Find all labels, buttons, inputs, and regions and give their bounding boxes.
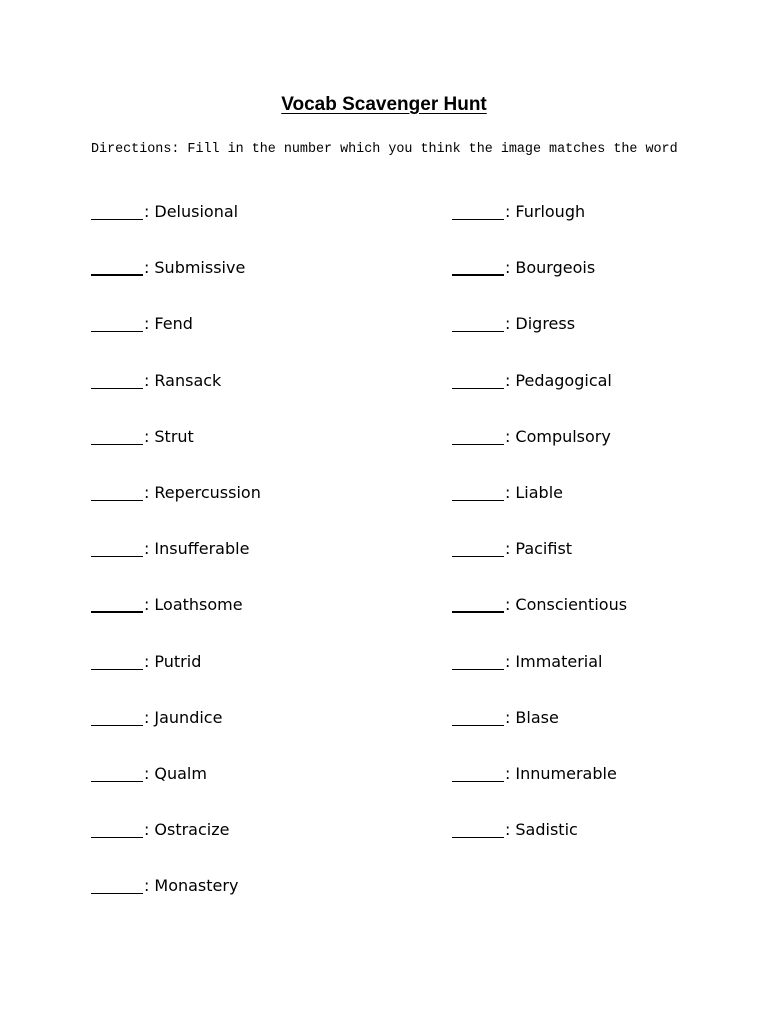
separator: :: [144, 202, 150, 221]
answer-blank[interactable]: [452, 593, 504, 613]
vocab-word: Sadistic: [515, 820, 578, 840]
separator: :: [505, 595, 511, 615]
answer-blank[interactable]: [452, 818, 504, 838]
separator: :: [505, 370, 511, 390]
separator: :: [144, 595, 150, 615]
answer-blank[interactable]: [91, 593, 143, 613]
separator: :: [144, 876, 150, 896]
vocab-item: [452, 706, 627, 762]
vocab-item: [452, 256, 627, 312]
vocab-word: Submissive: [154, 258, 246, 278]
separator: :: [505, 763, 511, 783]
separator: :: [144, 258, 150, 278]
separator: :: [144, 426, 150, 446]
vocab-word: Immaterial: [515, 651, 603, 671]
vocab-word: Monastery: [154, 876, 239, 896]
vocab-item: [452, 481, 627, 537]
answer-blank[interactable]: [91, 818, 143, 838]
answer-blank[interactable]: [91, 762, 143, 782]
left-word-list: [91, 200, 261, 930]
vocab-item: [91, 200, 261, 256]
answer-blank[interactable]: [452, 706, 504, 726]
separator: :: [144, 482, 150, 502]
vocab-item: [452, 818, 627, 874]
vocab-word: Liable: [515, 482, 563, 502]
answer-blank[interactable]: [91, 874, 143, 894]
separator: :: [505, 820, 511, 840]
vocab-word: Ostracize: [154, 820, 230, 840]
answer-blank[interactable]: [452, 200, 504, 220]
vocab-word: Blase: [515, 707, 559, 727]
separator: :: [144, 370, 150, 390]
vocab-word: Fend: [154, 314, 193, 334]
vocab-word: Putrid: [154, 651, 202, 671]
vocab-word: Delusional: [154, 202, 239, 221]
answer-blank[interactable]: [91, 706, 143, 726]
answer-blank[interactable]: [91, 312, 143, 332]
answer-blank[interactable]: [452, 537, 504, 557]
vocab-item: [91, 256, 261, 312]
separator: :: [144, 651, 150, 671]
separator: :: [505, 202, 511, 221]
vocab-word: Ransack: [154, 370, 222, 390]
answer-blank[interactable]: [452, 762, 504, 782]
vocab-word: Repercussion: [154, 482, 261, 502]
answer-blank[interactable]: [452, 650, 504, 670]
answer-blank[interactable]: [452, 312, 504, 332]
vocab-word: Innumerable: [515, 763, 617, 783]
separator: :: [144, 763, 150, 783]
vocab-item: [91, 593, 261, 649]
vocab-word: Pedagogical: [515, 370, 612, 390]
vocab-word: Pacifist: [515, 539, 573, 559]
vocab-item: [452, 762, 627, 818]
vocab-word: Furlough: [515, 202, 586, 221]
vocab-item: [91, 818, 261, 874]
separator: :: [505, 539, 511, 559]
answer-blank[interactable]: [452, 369, 504, 389]
directions-text: Directions: Fill in the number which you think the image matches the word: [91, 142, 678, 157]
answer-blank[interactable]: [452, 481, 504, 501]
answer-blank[interactable]: [91, 369, 143, 389]
vocab-item: [452, 650, 627, 706]
vocab-item: [452, 200, 627, 256]
vocab-item: [91, 369, 261, 425]
vocab-item: [91, 537, 261, 593]
page-title: Vocab Scavenger Hunt: [281, 94, 487, 115]
vocab-word: Qualm: [154, 763, 207, 783]
vocab-word: Bourgeois: [515, 258, 596, 278]
answer-blank[interactable]: [452, 425, 504, 445]
vocab-item: [452, 425, 627, 481]
answer-blank[interactable]: [91, 481, 143, 501]
vocab-word: Digress: [515, 314, 576, 334]
vocab-word: Conscientious: [515, 595, 628, 615]
answer-blank[interactable]: [91, 256, 143, 276]
vocab-item: [452, 593, 627, 649]
separator: :: [505, 258, 511, 278]
separator: :: [144, 820, 150, 840]
vocab-item: [452, 312, 627, 368]
separator: :: [144, 314, 150, 334]
separator: :: [144, 707, 150, 727]
answer-blank[interactable]: [91, 537, 143, 557]
vocab-item: [452, 369, 627, 425]
answer-blank[interactable]: [91, 200, 143, 220]
vocab-item: [91, 706, 261, 762]
vocab-word: Jaundice: [154, 707, 223, 727]
separator: :: [505, 707, 511, 727]
vocab-word: Loathsome: [154, 595, 243, 615]
vocab-item: [91, 762, 261, 818]
vocab-item: [91, 425, 261, 481]
answer-blank[interactable]: [91, 425, 143, 445]
answer-blank[interactable]: [91, 650, 143, 670]
vocab-item: [91, 874, 261, 930]
separator: :: [505, 426, 511, 446]
vocab-word: Compulsory: [515, 426, 611, 446]
vocab-word: Insufferable: [154, 539, 250, 559]
separator: :: [505, 482, 511, 502]
right-word-list: [452, 200, 627, 874]
separator: :: [505, 314, 511, 334]
separator: :: [144, 539, 150, 559]
vocab-item: [91, 481, 261, 537]
vocab-item: [452, 537, 627, 593]
answer-blank[interactable]: [452, 256, 504, 276]
vocab-item: [91, 650, 261, 706]
vocab-word: Strut: [154, 426, 194, 446]
vocab-item: [91, 312, 261, 368]
separator: :: [505, 651, 511, 671]
